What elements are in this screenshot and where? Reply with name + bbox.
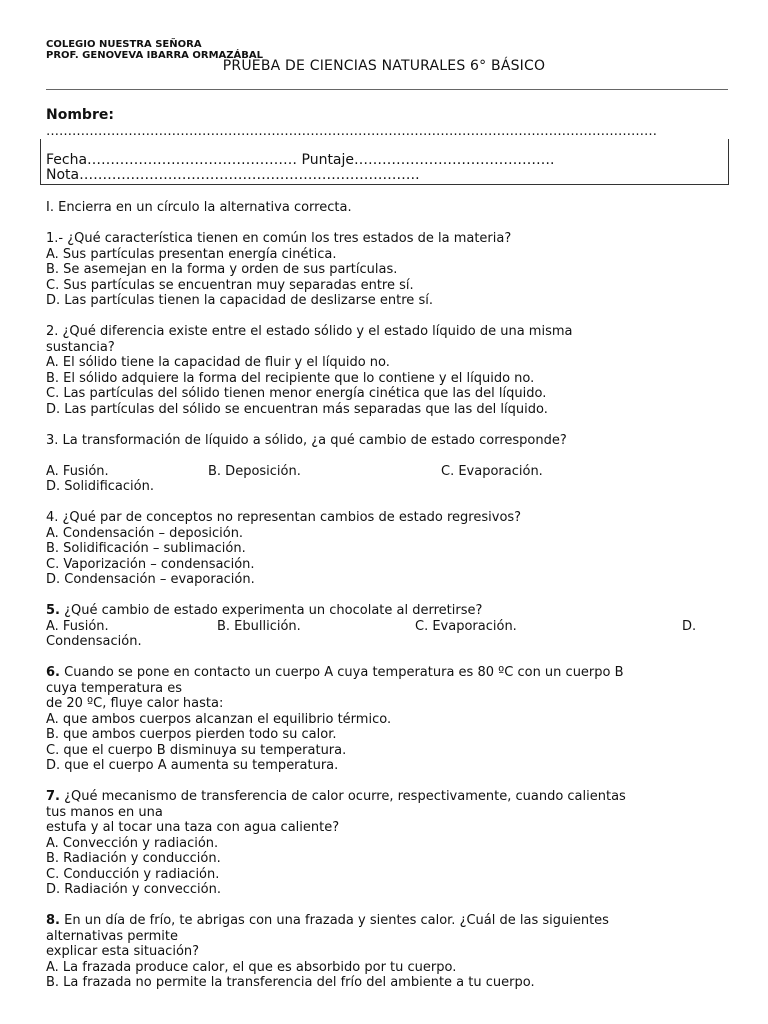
exam-content (46, 200, 728, 991)
option-d-text: Condensación. (46, 634, 142, 649)
question-text-cont: estufa y al tocar una taza con agua caliente? (46, 820, 340, 835)
option-a: A. Fusión. (46, 618, 109, 634)
school-name: COLEGIO NUESTRA SEÑORA (46, 39, 202, 50)
option-b: B. Radiación y conducción. (46, 851, 221, 866)
section-instruction: I. Encierra en un círculo la alternativa correcta. (46, 200, 352, 215)
option-d: D. que el cuerpo A aumenta su temperatura. (46, 758, 339, 773)
question-2 (46, 324, 728, 417)
question-text-cont: sustancia? (46, 339, 115, 355)
option-a: A. La frazada produce calor, el que es absorbido por tu cuerpo. (46, 959, 457, 975)
option-d: D. Condensación – evaporación. (46, 572, 255, 587)
option-b: B. El sólido adquiere la forma del recipiente que lo contiene y el líquido no. (46, 370, 535, 386)
nota-line: Nota………………………………………………………………. (46, 167, 420, 183)
option-b: B. Se asemejan en la forma y orden de sus partículas. (46, 262, 398, 277)
question-text-cont: de 20 ºC, fluye calor hasta: (46, 696, 224, 711)
question-text: 1.- ¿Qué característica tienen en común los tres estados de la materia? (46, 231, 512, 246)
question-1 (46, 231, 728, 309)
option-a: A. Convección y radiación. (46, 835, 219, 851)
option-b: B. Deposición. (208, 463, 301, 479)
option-d: D. Radiación y convección. (46, 882, 221, 897)
teacher-name: PROF. GENOVEVA IBARRA ORMAZÁBAL (46, 50, 263, 61)
option-c: C. Sus partículas se encuentran muy separadas entre sí. (46, 277, 414, 293)
option-a: A. El sólido tiene la capacidad de fluir y el líquido no. (46, 355, 390, 370)
option-b: B. que ambos cuerpos pierden todo su calor. (46, 727, 337, 742)
option-a: A. Condensación – deposición. (46, 525, 244, 541)
nombre-dotted-line: …………………………………………………………………………………………………………………………… (46, 124, 657, 139)
exam-title: PRUEBA DE CIENCIAS NATURALES 6° BÁSICO (222, 58, 546, 74)
option-c: C. Conducción y radiación. (46, 866, 220, 882)
option-d: D. Las partículas tienen la capacidad de deslizarse entre sí. (46, 293, 433, 308)
question-text-cont: alternativas permite (46, 928, 179, 944)
question-text: 6. Cuando se pone en contacto un cuerpo A cuya temperatura es 80 ºC con un cuerpo B (46, 665, 624, 680)
question-8 (46, 913, 728, 991)
header-divider (46, 89, 728, 90)
question-text: 3. La transformación de líquido a sólido, ¿a qué cambio de estado corresponde? (46, 432, 567, 448)
option-a: A. Sus partículas presentan energía cinética. (46, 246, 337, 262)
option-d: D. Solidificación. (46, 479, 154, 494)
option-b: B. La frazada no permite la transferencia del frío del ambiente a tu cuerpo. (46, 975, 535, 990)
question-number: 7. (46, 789, 60, 804)
question-3 (46, 433, 728, 495)
question-text-cont: cuya temperatura es (46, 680, 183, 696)
question-text: 7. ¿Qué mecanismo de transferencia de calor ocurre, respectivamente, cuando calientas (46, 789, 626, 804)
question-text: 2. ¿Qué diferencia existe entre el estado sólido y el estado líquido de una misma (46, 324, 573, 339)
option-d: D. Las partículas del sólido se encuentran más separadas que las del líquido. (46, 401, 548, 417)
nombre-label: Nombre: (46, 107, 114, 123)
question-4 (46, 510, 728, 588)
question-5 (46, 603, 728, 650)
question-text: 4. ¿Qué par de conceptos no representan cambios de estado regresivos? (46, 510, 522, 525)
option-a: A. Fusión. (46, 463, 109, 479)
option-d: D. (682, 618, 697, 634)
option-c: C. Vaporización – condensación. (46, 556, 255, 572)
question-text: 8. En un día de frío, te abrigas con una frazada y sientes calor. ¿Cuál de las siguientes (46, 913, 609, 928)
option-c: C. que el cuerpo B disminuya su temperatura. (46, 742, 347, 758)
question-text-cont: explicar esta situación? (46, 944, 200, 959)
option-b: B. Ebullición. (217, 618, 301, 634)
question-number: 6. (46, 665, 60, 680)
option-c: C. Las partículas del sólido tienen menor energía cinética que las del líquido. (46, 386, 547, 401)
question-text-cont: tus manos en una (46, 804, 163, 820)
option-b: B. Solidificación – sublimación. (46, 541, 246, 556)
question-7 (46, 789, 728, 898)
question-number: 8. (46, 913, 60, 928)
question-6 (46, 665, 728, 774)
question-text: 5. ¿Qué cambio de estado experimenta un chocolate al derretirse? (46, 603, 483, 618)
option-c: C. Evaporación. (441, 463, 543, 479)
option-c: C. Evaporación. (415, 618, 517, 634)
question-number: 5. (46, 603, 60, 618)
option-a: A. que ambos cuerpos alcanzan el equilibrio térmico. (46, 711, 392, 727)
fecha-puntaje-line: Fecha……………………………………… Puntaje……………………………………. (46, 152, 555, 168)
